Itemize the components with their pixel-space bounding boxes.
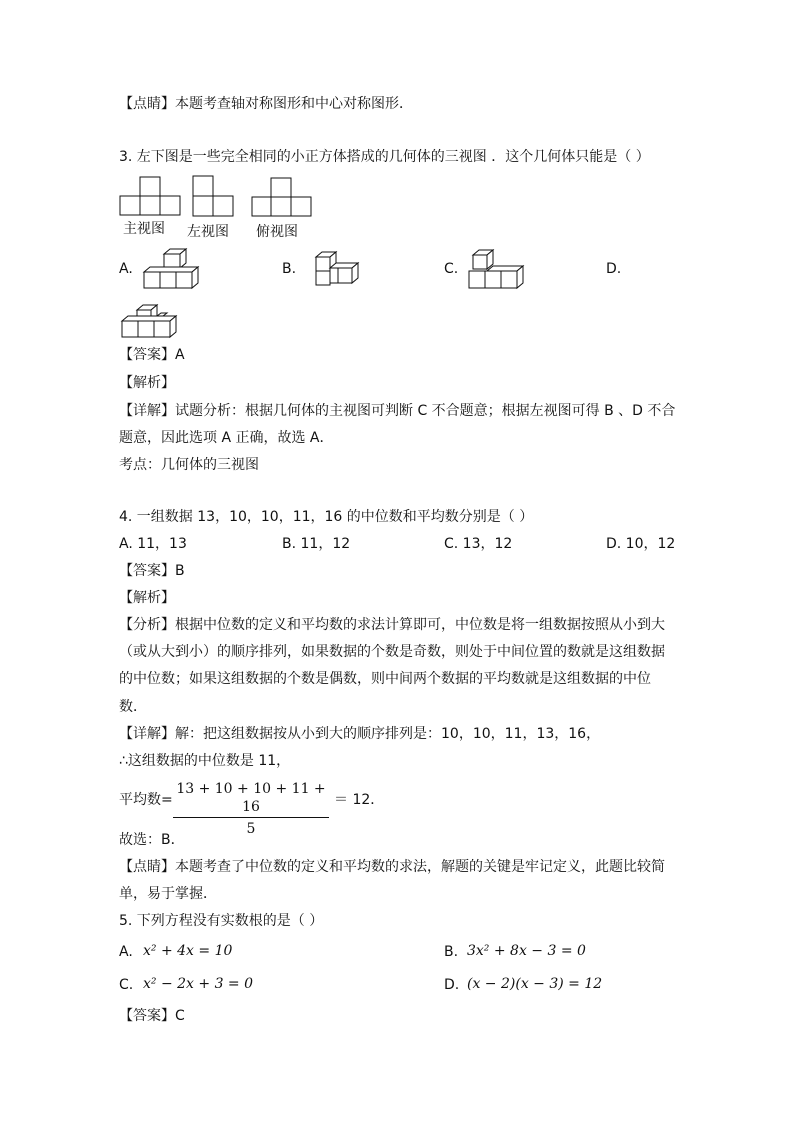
q5-option-a-label[interactable]: A. bbox=[119, 944, 133, 960]
q3-option-b-label[interactable]: B. bbox=[282, 261, 297, 277]
q4-average-fraction bbox=[173, 780, 329, 838]
top-view-figure bbox=[251, 177, 312, 217]
fraction-numerator: 13 + 10 + 10 + 11 + 16 bbox=[176, 781, 326, 815]
top-view-label: 俯视图 bbox=[256, 224, 298, 240]
fraction-bar bbox=[173, 817, 329, 818]
q4-option-b[interactable]: B. 11，12 bbox=[282, 536, 351, 552]
q4-fenxi-line-3: 的中位数；如果这组数据的个数是偶数，则中间两个数据的平均数就是这组数据的中位 bbox=[119, 671, 651, 687]
left-view-figure bbox=[192, 175, 234, 217]
q5-option-b-label[interactable]: B. bbox=[444, 944, 459, 960]
q4-choose: 故选：B． bbox=[119, 832, 185, 848]
front-view-label: 主视图 bbox=[123, 221, 165, 237]
q4-answer: 【答案】B bbox=[119, 563, 185, 579]
q3-analysis-heading: 【解析】 bbox=[119, 375, 175, 391]
q5-answer: 【答案】C bbox=[119, 1008, 185, 1024]
option-a-cubes-figure[interactable] bbox=[140, 248, 202, 292]
q5-option-d-label[interactable]: D. bbox=[444, 977, 460, 993]
left-view-label: 左视图 bbox=[187, 224, 229, 240]
q4-average-label: 平均数= bbox=[119, 792, 173, 808]
q4-option-a[interactable]: A. 11，13 bbox=[119, 536, 187, 552]
q4-option-c[interactable]: C. 13，12 bbox=[444, 536, 513, 552]
q5-option-a-equation[interactable]: x² + 4x = 10 bbox=[143, 943, 233, 959]
q4-option-d[interactable]: D. 10，12 bbox=[606, 536, 676, 552]
q3-detail-line-1: 【详解】试题分析：根据几何体的主视图可判断 C 不合题意；根据左视图可得 B 、D 不合 bbox=[119, 403, 676, 419]
option-c-cubes-figure[interactable] bbox=[465, 249, 527, 291]
q5-option-b-equation[interactable]: 3x² + 8x − 3 = 0 bbox=[467, 943, 586, 959]
front-view-figure bbox=[119, 176, 181, 216]
q3-stem: 3. 左下图是一些完全相同的小正方体搭成的几何体的三视图 ．这个几何体只能是（ ） bbox=[119, 149, 650, 165]
q3-option-c-label[interactable]: C. bbox=[444, 261, 459, 277]
q4-point-line-1: 【点睛】本题考查了中位数的定义和平均数的求法，解题的关键是牢记定义，此题比较简 bbox=[119, 859, 665, 875]
q4-detail-line-2: ∴这组数据的中位数是 11， bbox=[119, 753, 291, 769]
q4-fenxi-line-1: 【分析】根据中位数的定义和平均数的求法计算即可，中位数是将一组数据按照从小到大 bbox=[119, 617, 665, 633]
q5-stem: 5. 下列方程没有实数根的是（ ） bbox=[119, 913, 324, 929]
q4-analysis-heading: 【解析】 bbox=[119, 590, 175, 606]
q5-option-c-equation[interactable]: x² − 2x + 3 = 0 bbox=[143, 976, 254, 992]
q5-option-c-label[interactable]: C. bbox=[119, 977, 134, 993]
q3-answer: 【答案】A bbox=[119, 347, 185, 363]
q3-kaodian: 考点：几何体的三视图 bbox=[119, 457, 259, 473]
q2-point: 【点睛】本题考查轴对称图形和中心对称图形． bbox=[119, 96, 413, 112]
q3-detail-line-2: 题意，因此选项 A 正确，故选 A． bbox=[119, 430, 334, 446]
q4-detail-line-1: 【详解】解：把这组数据按从小到大的顺序排列是：10，10，11，13，16， bbox=[119, 726, 601, 742]
q3-option-d-label[interactable]: D. bbox=[606, 261, 622, 277]
q3-option-a-label[interactable]: A. bbox=[119, 261, 133, 277]
q5-option-d-equation[interactable]: (x − 2)(x − 3) = 12 bbox=[467, 976, 603, 992]
q4-stem: 4. 一组数据 13，10，10，11，16 的中位数和平均数分别是（ ） bbox=[119, 509, 534, 525]
q4-fenxi-line-4: 数． bbox=[119, 699, 147, 715]
q4-point-line-2: 单，易于掌握． bbox=[119, 886, 217, 902]
option-b-cubes-figure[interactable] bbox=[302, 249, 364, 289]
option-d-cubes-figure[interactable] bbox=[119, 302, 181, 340]
fraction-denominator: 5 bbox=[246, 821, 256, 837]
q4-average-result: ＝ 12． bbox=[334, 792, 385, 808]
q4-fenxi-line-2: （或从大到小）的顺序排列，如果数据的个数是奇数，则处于中间位置的数就是这组数据 bbox=[119, 644, 665, 660]
